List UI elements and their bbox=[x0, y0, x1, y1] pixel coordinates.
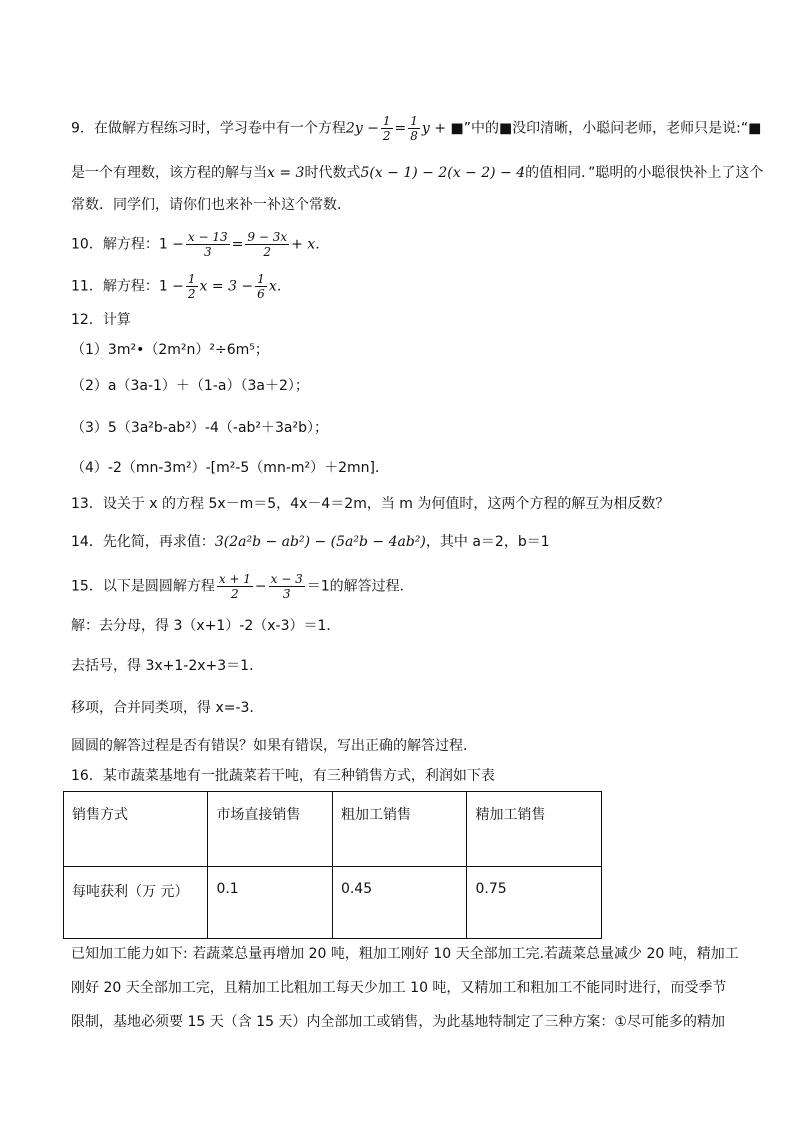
table-header-cell: 粗加工销售 bbox=[332, 792, 467, 867]
q11-frac-2 bbox=[255, 272, 267, 301]
q9-eq-rhs: y + ■ bbox=[421, 120, 464, 137]
q15-suffix: ＝1的解答过程． bbox=[306, 578, 414, 595]
table-header-cell: 精加工销售 bbox=[467, 792, 602, 867]
q15-minus: − bbox=[254, 578, 267, 595]
q10-frac-2-num: 9 − 3x bbox=[247, 230, 288, 244]
q10-frac-1-den: 3 bbox=[203, 245, 212, 259]
q9-frac-2 bbox=[408, 114, 420, 143]
q10-line bbox=[71, 230, 329, 259]
q9-line2-c: 的值相同．”聪明的小聪很快补上了这个 bbox=[525, 165, 764, 181]
q15-prefix: 15．以下是圆圆解方程 bbox=[71, 578, 215, 595]
q15-frac-1-num: x + 1 bbox=[218, 572, 251, 586]
table-header-cell: 市场直接销售 bbox=[208, 792, 333, 867]
q12-part-3: （3）5（3a²b-ab²）-4（-ab²＋3a²b）； bbox=[71, 420, 329, 436]
q10-frac-2 bbox=[245, 230, 289, 259]
q15-question: 圆圆的解答过程是否有错误？如果有错误，写出正确的解答过程． bbox=[71, 738, 477, 754]
q9-frac-2-den: 8 bbox=[410, 129, 418, 143]
q15-frac-1-den: 2 bbox=[231, 587, 239, 601]
q14-line bbox=[71, 532, 550, 552]
q9-frac-1-num: 1 bbox=[382, 114, 391, 128]
q14-expression: 3(2a²b − ab²) − (5a²b − 4ab²) bbox=[214, 534, 426, 550]
sales-table bbox=[63, 791, 602, 939]
table-header-row bbox=[64, 792, 602, 867]
q16-intro: 16．某市蔬菜基地有一批蔬菜若干吨，有三种销售方式，利润如下表 bbox=[71, 768, 495, 784]
q10-eq: = bbox=[231, 236, 244, 253]
table-cell: 0.1 bbox=[208, 867, 333, 939]
table-header-cell: 销售方式 bbox=[64, 792, 208, 867]
table-cell: 每吨获利（万 元） bbox=[64, 867, 208, 939]
q9-text-a: 9．在做解方程练习时，学习卷中有一个方程 bbox=[71, 120, 346, 137]
q10-frac-1 bbox=[186, 230, 230, 259]
q9-line3: 常数．同学们，请你们也来补一补这个常数． bbox=[71, 197, 351, 213]
q10-suffix: + x． bbox=[291, 236, 330, 253]
q12-part-4: （4）-2（mn-3m²）-[m²-5（mn-m²）＋2mn]． bbox=[71, 460, 390, 476]
q10-frac-1-num: x − 13 bbox=[187, 230, 228, 244]
q11-frac-2-num: 1 bbox=[257, 272, 265, 286]
q9-frac-1-den: 2 bbox=[382, 129, 391, 143]
q15-step-2: 去括号，得 3x+1-2x+3＝1． bbox=[71, 658, 264, 674]
q15-frac-1 bbox=[217, 572, 253, 601]
q11-line bbox=[71, 272, 291, 301]
table-row bbox=[64, 867, 602, 939]
q15-frac-2-num: x − 3 bbox=[270, 572, 303, 586]
q9-frac-2-num: 1 bbox=[410, 114, 418, 128]
q9-line2 bbox=[71, 163, 763, 183]
q11-frac-1 bbox=[186, 272, 198, 301]
q9-expression: 5(x − 1) − 2(x − 2) − 4 bbox=[360, 165, 526, 181]
q12-part-1: （1）3m²•（2m²n）²÷6m⁵； bbox=[71, 342, 269, 358]
q14-suffix: ，其中 a＝2，b＝1 bbox=[425, 534, 550, 550]
q16-paragraph-1: 已知加工能力如下: 若蔬菜总量再增加 20 吨，粗加工刚好 10 天全部加工完.若蔬菜总量减少 20 吨，精加工 bbox=[71, 946, 739, 962]
q15-step-1: 解：去分母，得 3（x+1）-2（x-3）＝1． bbox=[71, 618, 341, 634]
q9-frac-1 bbox=[381, 114, 393, 143]
q11-frac-1-num: 1 bbox=[187, 272, 196, 286]
q9-x-value: x = 3 bbox=[267, 165, 305, 181]
q15-step-3: 移项，合并同类项，得 x=-3． bbox=[71, 700, 264, 716]
q15-frac-2-den: 3 bbox=[282, 587, 291, 601]
q9-eq-sign: = bbox=[394, 120, 407, 137]
q16-paragraph-3: 限制，基地必须要 15 天（含 15 天）内全部加工或销售，为此基地特制定了三种方案：①尽可能多的精加 bbox=[71, 1014, 725, 1030]
q13-text: 13．设关于 x 的方程 5x－m＝5，4x－4＝2m，当 m 为何值时，这两个方程的解互为相反数？ bbox=[71, 496, 670, 512]
q11-frac-2-den: 6 bbox=[257, 287, 265, 301]
q11-prefix: 11．解方程：1 − bbox=[71, 278, 184, 295]
q15-line bbox=[71, 572, 414, 601]
q15-frac-2 bbox=[269, 572, 305, 601]
q11-mid: x = 3 − bbox=[199, 278, 254, 295]
q9-line1 bbox=[71, 114, 761, 143]
q9-eq-lhs: 2y − bbox=[345, 120, 379, 137]
q12-part-2: （2）a（3a-1）＋（1-a）（3a＋2）； bbox=[71, 378, 309, 394]
q10-prefix: 10．解方程：1 − bbox=[71, 236, 184, 253]
q14-prefix: 14．先化简，再求值： bbox=[71, 534, 215, 550]
q9-line2-b: 时代数式 bbox=[304, 165, 361, 181]
q16-paragraph-2: 刚好 20 天全部加工完，且精加工比粗加工每天少加工 10 吨，又精加工和粗加工不能同时进行，而受季节 bbox=[71, 980, 727, 996]
q9-line2-a: 是一个有理数，该方程的解与当 bbox=[71, 165, 267, 181]
q11-frac-1-den: 2 bbox=[187, 287, 196, 301]
q11-suffix: x． bbox=[268, 278, 291, 295]
q10-frac-2-den: 2 bbox=[263, 245, 272, 259]
q9-text-b: ”中的■没印清晰，小聪问老师，老师只是说:“■ bbox=[463, 120, 762, 137]
table-cell: 0.45 bbox=[332, 867, 467, 939]
q12-title: 12．计算 bbox=[71, 312, 131, 328]
table-cell: 0.75 bbox=[467, 867, 602, 939]
